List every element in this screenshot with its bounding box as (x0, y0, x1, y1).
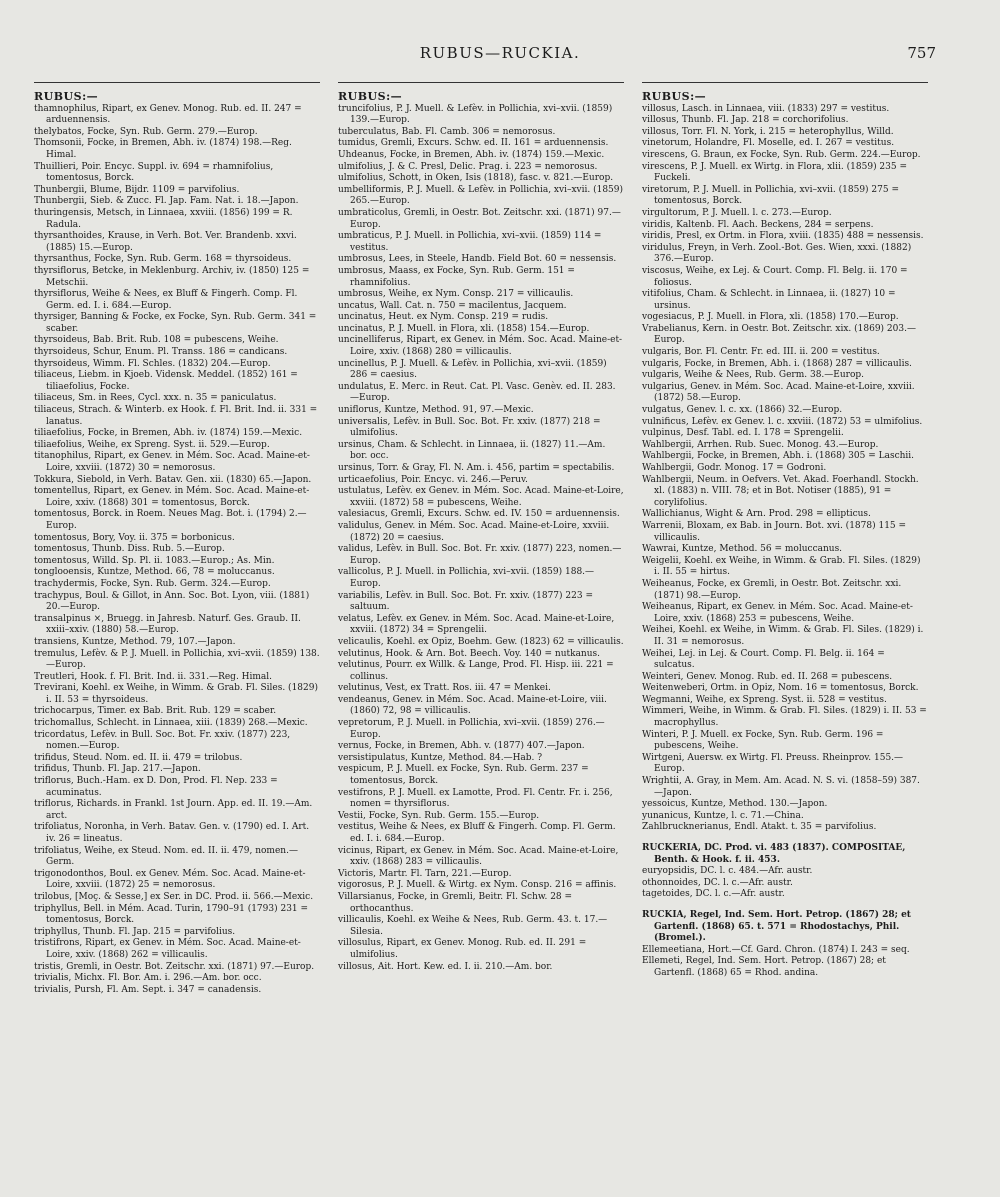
entry: othonnoides, DC. l. c.—Afr. austr. (642, 877, 793, 888)
entry: trigonodonthos, Boul. ex Genev. Mém. Soc. Acad. Maine-et-Loire, xxviii. (1872) 25 = nemorosus. (34, 868, 306, 891)
entry: trivialis, Michx. Fl. Bor. Am. i. 296.—Am. bor. occ. (34, 973, 262, 984)
entry: thuringensis, Metsch, in Linnaea, xxviii. (1856) 199 = R. Radula. (34, 207, 293, 230)
entry: trichocarpus, Timer. ex Bab. Brit. Rub. 129 = scaber. (34, 706, 277, 717)
entry: thyrsanthus, Focke, Syn. Rub. Germ. 168 = thyrsoideus. (34, 254, 292, 265)
entry: virgultorum, P. J. Muell. l. c. 273.—Europ. (642, 207, 832, 218)
entry: tiliaceus, Liebm. in Kjoeb. Vidensk. Meddel. (1852) 161 = tiliaefolius, Focke. (34, 370, 298, 392)
entry: transiens, Kuntze, Method. 79, 107.—Japon. (34, 636, 236, 647)
entry: transalpinus ×, Bruegg. in Jahresb. Naturf. Ges. Graub. II. xxiii–xxiv. (1880) 58.—Europ. (34, 613, 301, 636)
entry: versistipulatus, Kuntze, Method. 84.—Hab. ? (338, 752, 543, 763)
entry: villosus, Ait. Hort. Kew. ed. I. ii. 210.—Am. bor. (338, 961, 553, 972)
entry: thyrsiger, Banning & Focke, ex Focke, Syn. Rub. Germ. 341 = scaber. (34, 312, 317, 334)
entry: Wallichianus, Wight & Arn. Prod. 298 = ellipticus. (642, 509, 871, 520)
entry: uncinatus, Heut. ex Nym. Consp. 219 = rudis. (338, 312, 549, 323)
entry: velatus, Lefèv. ex Genev. in Mém. Soc. Acad. Maine-et-Loire, xxviii. (1872) 34 = Sprengelii. (338, 613, 615, 636)
entry-list (642, 104, 928, 834)
entry: Weitenweberi, Ortm. in Opiz, Nom. 16 = tomentosus, Borck. (642, 683, 919, 694)
entry: trifoliatus, Weihe, ex Steud. Nom. ed. II. ii. 479, nomen.—Germ. (34, 845, 298, 868)
entry: tagetoides, DC. l. c.—Afr. austr. (642, 889, 785, 900)
entry: Ellemeti, Regel, Ind. Sem. Hort. Petrop. (1867) 28; et Gartenfl. (1868) 65 = Rhod. andina. (642, 956, 886, 978)
column-2 (338, 82, 624, 973)
entry: uncinelliferus, Ripart, ex Genev. in Mém. Soc. Acad. Maine-et-Loire, xxiv. (1868) 280 = villicaulis. (338, 335, 623, 358)
entry: vulgaris, Bor. Fl. Centr. Fr. ed. III. ii. 200 = vestitus. (642, 347, 880, 358)
entry: viretorum, P. J. Muell. in Pollichia, xvi–xvii. (1859) 275 = tomentosus, Borck. (642, 184, 900, 207)
entry: Weinteri, Genev. Monog. Rub. ed. II. 268 = pubescens. (642, 671, 893, 682)
entry: vulnificus, Lefèv. ex Genev. l. c. xxviii. (1872) 53 = ulmifolius. (642, 416, 923, 427)
entry: thelybatos, Focke, Syn. Rub. Germ. 279.—Europ. (34, 126, 258, 137)
entry: vicinus, Ripart, ex Genev. in Mém. Soc. Acad. Maine-et-Loire, xxiv. (1868) 283 = villicaulis. (338, 845, 619, 868)
entry: Wahlbergii, Arrhen. Rub. Suec. Monog. 43.—Europ. (642, 439, 879, 450)
entry: vulgatus, Genev. l. c. xx. (1866) 32.—Europ. (642, 405, 843, 416)
entry: villosus, Torr. Fl. N. York, i. 215 = heterophyllus, Willd. (642, 126, 894, 137)
entry: titanophilus, Ripart, ex Genev. in Mém. Soc. Acad. Maine-et-Loire, xxviii. (1872) 30 = nemorosus. (34, 451, 310, 473)
entry: velutinus, Hook. & Arn. Bot. Beech. Voy. 140 = nutkanus. (338, 648, 601, 659)
entry: tomentosus, Thunb. Diss. Rub. 5.—Europ. (34, 544, 225, 555)
entry: umbrosus, Weihe, ex Nym. Consp. 217 = villicaulis. (338, 289, 574, 300)
entry-list (642, 945, 928, 980)
entry: trifidus, Thunb. Fl. Jap. 217.—Japon. (34, 764, 201, 775)
entry: thyrsiflorus, Betcke, in Meklenburg. Archiv, iv. (1850) 125 = Metschii. (34, 265, 310, 288)
entry: triflorus, Buch.-Ham. ex D. Don, Prod. Fl. Nep. 233 = acuminatus. (34, 776, 278, 798)
entry: trifidus, Steud. Nom. ed. II. ii. 479 = trilobus. (34, 752, 243, 763)
entry: trilobus, [Moç. & Sesse,] ex Ser. in DC. Prod. ii. 566.—Mexic. (34, 891, 314, 902)
entry: tomentellus, Ripart, ex Genev. in Mém. Soc. Acad. Maine-et-Loire, xxiv. (1868) 301 = tomentosus, Borck. (34, 486, 310, 508)
entry: Thunbergii, Sieb. & Zucc. Fl. Jap. Fam. Nat. i. 18.—Japon. (34, 196, 299, 207)
entry: thyrsoideus, Schur, Enum. Pl. Transs. 186 = candicans. (34, 347, 288, 358)
column-heading: RUBUS:— (34, 90, 99, 103)
entry: uncatus, Wall. Cat. n. 750 = macilentus, Jacquem. (338, 300, 567, 311)
entry: valesiacus, Gremli, Excurs. Schw. ed. IV. 150 = arduennensis. (338, 509, 620, 520)
entry: Uhdeanus, Focke, in Bremen, Abh. iv. (1874) 159.—Mexic. (338, 149, 605, 160)
column-3 (642, 82, 928, 980)
entry: Zahlbrucknerianus, Endl. Atakt. t. 35 = parvifolius. (642, 822, 877, 833)
entry: tristifrons, Ripart, ex Genev. in Mém. Soc. Acad. Maine-et-Loire, xxiv. (1868) 262 = villicaulis. (34, 938, 301, 960)
genus-heading-ruckeria: RUCKERIA, DC. Prod. vi. 483 (1837). COMPOSITAE, Benth. & Hook. f. ii. 453. (642, 843, 906, 865)
entry: Wimmeri, Weihe, in Wimm. & Grab. Fl. Siles. (1829) i. II. 53 = macrophyllus. (642, 706, 927, 729)
entry: undulatus, E. Merc. in Reut. Cat. Pl. Vasc. Genèv. ed. II. 283.—Europ. (338, 381, 616, 404)
entry: vernus, Focke, in Bremen, Abh. v. (1877) 407.—Japon. (338, 741, 585, 752)
entry: triphyllus, Thunb. Fl. Jap. 215 = parvifolius. (34, 926, 236, 937)
entry: ursinus, Cham. & Schlecht. in Linnaea, ii. (1827) 11.—Am. bor. occ. (338, 439, 606, 462)
entry: vulgaris, Focke, in Bremen, Abh. i. (1868) 287 = villicaulis. (642, 358, 912, 369)
entry: viridis, Kaltenb. Fl. Aach. Beckens, 284 = serpens. (642, 219, 874, 230)
entry: velicaulis, Koehl. ex Opiz, Boehm. Gew. (1823) 62 = villicaulis. (338, 636, 624, 647)
entry: universalis, Lefèv. in Bull. Soc. Bot. Fr. xxiv. (1877) 218 = ulmifolius. (338, 416, 601, 439)
entry: umbrosus, Maass, ex Focke, Syn. Rub. Germ. 151 = rhamnifolius. (338, 265, 575, 288)
column-heading: RUBUS:— (642, 90, 707, 103)
entry: triphyllus, Bell. in Mém. Acad. Turin, 1790–91 (1793) 231 = tomentosus, Borck. (34, 903, 309, 926)
entry: vulgaris, Weihe & Nees, Rub. Germ. 38.—Europ. (642, 370, 865, 381)
entry: Wahlbergii, Neum. in Oefvers. Vet. Akad. Foerhandl. Stockh. xl. (1883) n. VIII. 78; et in Bot. Notiser (1885), 91 = corylifolius. (642, 474, 919, 508)
entry: Wrightii, A. Gray, in Mem. Am. Acad. N. S. vi. (1858–59) 387.—Japon. (642, 776, 920, 798)
entry: tiliaefolius, Weihe, ex Spreng. Syst. ii. 529.—Europ. (34, 439, 270, 450)
entry: Ellemeetiana, Hort.—Cf. Gard. Chron. (1874) I. 243 = seq. (642, 944, 910, 955)
entry: velutinus, Vest, ex Tratt. Ros. iii. 47 = Menkei. (338, 683, 551, 694)
entry: Wahlbergii, Focke, in Bremen, Abh. i. (1868) 305 = Laschii. (642, 451, 915, 462)
entry: vepretorum, P. J. Muell. in Pollichia, xvi–xvii. (1859) 276.—Europ. (338, 718, 605, 740)
entry: triflorus, Richards. in Frankl. 1st Journ. App. ed. II. 19.—Am. arct. (34, 799, 313, 821)
entry: trivialis, Pursh, Fl. Am. Sept. i. 347 = canadensis. (34, 984, 262, 995)
entry: Weihei, Lej. in Lej. & Court. Comp. Fl. Belg. ii. 164 = sulcatus. (642, 648, 885, 671)
entry: umbrosus, Lees, in Steele, Handb. Field Bot. 60 = nessensis. (338, 254, 617, 265)
entry: uncinellus, P. J. Muell. & Lefèv. in Pollichia, xvi–xvii. (1859) 286 = caesius. (338, 358, 607, 381)
entry: Villarsianus, Focke, in Gremli, Beitr. Fl. Schw. 28 = orthocanthus. (338, 891, 573, 914)
entry: vestitus, Weihe & Nees, ex Bluff & Fingerh. Comp. Fl. Germ. ed. I. i. 684.—Europ. (338, 822, 616, 844)
entry-list (338, 104, 624, 974)
entry: Vestii, Focke, Syn. Rub. Germ. 155.—Europ. (338, 810, 540, 821)
entry: trachydermis, Focke, Syn. Rub. Germ. 324.—Europ. (34, 578, 271, 589)
entry: Thunbergii, Blume, Bijdr. 1109 = parvifolius. (34, 184, 240, 195)
entry: virescens, P. J. Muell. ex Wirtg. in Flora, xlii. (1859) 235 = Fuckeli. (642, 161, 908, 184)
running-head: RUBUS—RUCKIA. (419, 44, 581, 62)
entry: ursinus, Torr. & Gray, Fl. N. Am. i. 456, partim = spectabilis. (338, 463, 615, 473)
entry: Weiheanus, Ripart, ex Genev. in Mém. Soc. Acad. Maine-et-Loire, xxiv. (1868) 253 = pubescens, Weihe. (642, 602, 913, 624)
entry: vendeanus, Genev. in Mém. Soc. Acad. Maine-et-Loire, viii. (1860) 72, 98 = villicaulis. (338, 694, 607, 717)
entry: trachypus, Boul. & Gillot, in Ann. Soc. Bot. Lyon, viii. (1881) 20.—Europ. (34, 590, 310, 613)
entry: Winteri, P. J. Muell. ex Focke, Syn. Rub. Germ. 196 = pubescens, Weihe. (642, 729, 884, 752)
entry: vitifolius, Cham. & Schlecht. in Linnaea, ii. (1827) 10 = ursinus. (642, 289, 896, 311)
entry: vogesiacus, P. J. Muell. in Flora, xli. (1858) 170.—Europ. (642, 312, 899, 323)
entry-list (642, 866, 928, 901)
entry: trichomallus, Schlecht. in Linnaea, xiii. (1839) 268.—Mexic. (34, 718, 308, 729)
entry: thyrsanthoides, Krause, in Verh. Bot. Ver. Brandenb. xxvi. (1885) 15.—Europ. (34, 231, 297, 253)
entry: tumidus, Gremli, Excurs. Schw. ed. II. 161 = arduennensis. (338, 138, 609, 149)
entry: viridis, Presl, ex Ortm. in Flora, xviii. (1835) 488 = nessensis. (642, 231, 924, 242)
entry: Weiheanus, Focke, ex Gremli, in Oestr. Bot. Zeitschr. xxi. (1871) 98.—Europ. (642, 578, 902, 601)
entry: umbraticolus, Gremli, in Oestr. Bot. Zeitschr. xxi. (1871) 97.—Europ. (338, 207, 621, 230)
entry: thamnophilus, Ripart, ex Genev. Monog. Rub. ed. II. 247 = arduennensis. (34, 103, 302, 126)
entry: vespicum, P. J. Muell. ex Focke, Syn. Rub. Germ. 237 = tomentosus, Borck. (338, 764, 589, 787)
entry: villosulus, Ripart, ex Genev. Monog. Rub. ed. II. 291 = ulmifolius. (338, 938, 587, 960)
entry: ulmifolius, J. & C. Presl, Delic. Prag. i. 223 = nemorosus. (338, 161, 598, 172)
entry: thyrsiflorus, Weihe & Nees, ex Bluff & Fingerh. Comp. Fl. Germ. ed. I. i. 684.—Europ. (34, 289, 298, 311)
entry: Victoris, Martr. Fl. Tarn, 221.—Europ. (338, 868, 512, 879)
entry: validus, Lefèv. in Bull. Soc. Bot. Fr. xxiv. (1877) 223, nomen.—Europ. (338, 544, 622, 566)
entry: Treutleri, Hook. f. Fl. Brit. Ind. ii. 331.—Reg. Himal. (34, 671, 273, 682)
column-1 (34, 82, 320, 996)
entry: virescens, G. Braun, ex Focke, Syn. Rub. Germ. 224.—Europ. (642, 149, 921, 160)
entry: tuberculatus, Bab. Fl. Camb. 306 = nemorosus. (338, 126, 556, 137)
entry: tiliaceus, Sm. in Rees, Cycl. xxx. n. 35 = paniculatus. (34, 393, 277, 404)
entry: tomentosus, Willd. Sp. Pl. ii. 1083.—Europ.; As. Min. (34, 555, 275, 566)
entry: yessoicus, Kuntze, Method. 130.—Japon. (642, 799, 828, 810)
entry: villicaulis, Koehl. ex Weihe & Nees, Rub. Germ. 43. t. 17.—Silesia. (338, 915, 608, 937)
column-heading: RUBUS:— (338, 90, 403, 103)
entry: vigorosus, P. J. Muell. & Wirtg. ex Nym. Consp. 216 = affinis. (338, 880, 617, 891)
entry: villosus, Thunb. Fl. Jap. 218 = corchorifolius. (642, 115, 849, 126)
entry: uncinatus, P. J. Muell. in Flora, xli. (1858) 154.—Europ. (338, 323, 590, 334)
entry-list (34, 104, 320, 997)
entry: Weihei, Koehl. ex Weihe, in Wimm. & Grab. Fl. Siles. (1829) i. II. 31 = nemorosus. (642, 625, 924, 647)
entry: euryopsidis, DC. l. c. 484.—Afr. austr. (642, 866, 813, 877)
entry: tiliaefolius, Focke, in Bremen, Abh. iv. (1874) 159.—Mexic. (34, 428, 303, 439)
entry: thyrsoideus, Bab. Brit. Rub. 108 = pubescens, Weihe. (34, 335, 279, 346)
entry: Wawrai, Kuntze, Method. 56 = moluccanus. (642, 544, 843, 555)
page-number: 757 (907, 44, 936, 62)
entry: vestifrons, P. J. Muell. ex Lamotte, Prod. Fl. Centr. Fr. i. 256, nomen = thyrsiflorus. (338, 787, 613, 810)
entry: tiliaceus, Strach. & Winterb. ex Hook. f. Fl. Brit. Ind. ii. 331 = lanatus. (34, 405, 318, 427)
entry: Tokkura, Siebold, in Verh. Batav. Gen. xii. (1830) 65.—Japon. (34, 474, 312, 485)
entry: truncifolius, P. J. Muell. & Lefèv. in Pollichia, xvi–xvii. (1859) 139.—Europ. (338, 103, 613, 126)
entry: tomentosus, Borck. in Roem. Neues Mag. Bot. i. (1794) 2.—Europ. (34, 509, 307, 531)
entry: variabilis, Lefèv. in Bull. Soc. Bot. Fr. xxiv. (1877) 223 = saltuum. (338, 590, 593, 613)
entry: tonglooensis, Kuntze, Method. 66, 78 = moluccanus. (34, 567, 275, 578)
entry: Wahlbergii, Godr. Monog. 17 = Godroni. (642, 463, 827, 473)
entry: thyrsoideus, Wimm. Fl. Schles. (1832) 204.—Europ. (34, 358, 271, 369)
entry: Trevirani, Koehl. ex Weihe, in Wimm. & Grab. Fl. Siles. (1829) i. II. 53 = thyrsoideus. (34, 683, 318, 705)
entry: Wirtgeni, Auersw. ex Wirtg. Fl. Preuss. Rheinprov. 155.—Europ. (642, 752, 904, 775)
entry: vulpinus, Desf. Tabl. ed. I. 178 = Sprengelii. (642, 428, 844, 439)
entry: umbelliformis, P. J. Muell. & Lefèv. in Pollichia, xvi–xvii. (1859) 265.—Europ. (338, 184, 624, 207)
entry: velutinus, Pourr. ex Willk. & Lange, Prod. Fl. Hisp. iii. 221 = collinus. (338, 660, 614, 682)
entry: Vrabelianus, Kern. in Oestr. Bot. Zeitschr. xix. (1869) 203.—Europ. (642, 323, 916, 346)
entry: vallicolus, P. J. Muell. in Pollichia, xvi–xvii. (1859) 188.—Europ. (338, 567, 595, 589)
entry: villosus, Lasch. in Linnaea, viii. (1833) 297 = vestitus. (642, 103, 890, 114)
entry: Wegmanni, Weihe, ex Spreng. Syst. ii. 528 = vestitus. (642, 694, 887, 705)
entry: vinetorum, Holandre, Fl. Moselle, ed. I. 267 = vestitus. (642, 138, 895, 149)
genus-heading-ruckia: RUCKIA, Regel, Ind. Sem. Hort. Petrop. (1867) 28; et Gartenfl. (1868) 65. t. 571 = Rhodostachys, Phil. (Bromel.). (642, 909, 911, 944)
entry: umbraticus, P. J. Muell. in Pollichia, xvi–xvii. (1859) 114 = vestitus. (338, 231, 602, 253)
entry: ustulatus, Lefèv. ex Genev. in Mém. Soc. Acad. Maine-et-Loire, xxviii. (1872) 58 = pubescens, Weihe. (338, 486, 624, 508)
entry: uniflorus, Kuntze, Method. 91, 97.—Mexic. (338, 405, 534, 416)
entry: ulmifolius, Schott, in Oken, Isis (1818), fasc. v. 821.—Europ. (338, 173, 614, 184)
entry: vulgarius, Genev. in Mém. Soc. Acad. Maine-et-Loire, xxviii. (1872) 58.—Europ. (642, 381, 915, 404)
entry: urticaefolius, Poir. Encyc. vi. 246.—Peruv. (338, 474, 528, 485)
entry: viridulus, Freyn, in Verh. Zool.-Bot. Ges. Wien, xxxi. (1882) 376.—Europ. (642, 242, 912, 265)
entry: Warrenii, Bloxam, ex Bab. in Journ. Bot. xvi. (1878) 115 = villicaulis. (642, 520, 907, 543)
entry: Thuillieri, Poir. Encyc. Suppl. iv. 694 = rhamnifolius, tomentosus, Borck. (34, 161, 274, 184)
entry: tomentosus, Bory, Voy. ii. 375 = borbonicus. (34, 532, 235, 543)
entry: Weigelii, Koehl. ex Weihe, in Wimm. & Grab. Fl. Siles. (1829) i. II. 55 = hirtus. (642, 555, 921, 578)
entry: Thomsonii, Focke, in Bremen, Abh. iv. (1874) 198.—Reg. Himal. (34, 138, 292, 160)
entry: tristis, Gremli, in Oestr. Bot. Zeitschr. xxi. (1871) 97.—Europ. (34, 961, 315, 972)
entry: validulus, Genev. in Mém. Soc. Acad. Maine-et-Loire, xxviii. (1872) 20 = caesius. (338, 520, 610, 543)
entry: tricordatus, Lefèv. in Bull. Soc. Bot. Fr. xxiv. (1877) 223, nomen.—Europ. (34, 729, 291, 752)
entry: yunanicus, Kuntze, l. c. 71.—China. (642, 810, 804, 821)
entry: trifoliatus, Noronha, in Verh. Batav. Gen. v. (1790) ed. I. Art. iv. 26 = lineatus. (34, 822, 310, 844)
entry: viscosus, Weihe, ex Lej. & Court. Comp. Fl. Belg. ii. 170 = foliosus. (642, 265, 908, 288)
entry: tremulus, Lefèv. & P. J. Muell. in Pollichia, xvi–xvii. (1859) 138.—Europ. (34, 648, 320, 671)
